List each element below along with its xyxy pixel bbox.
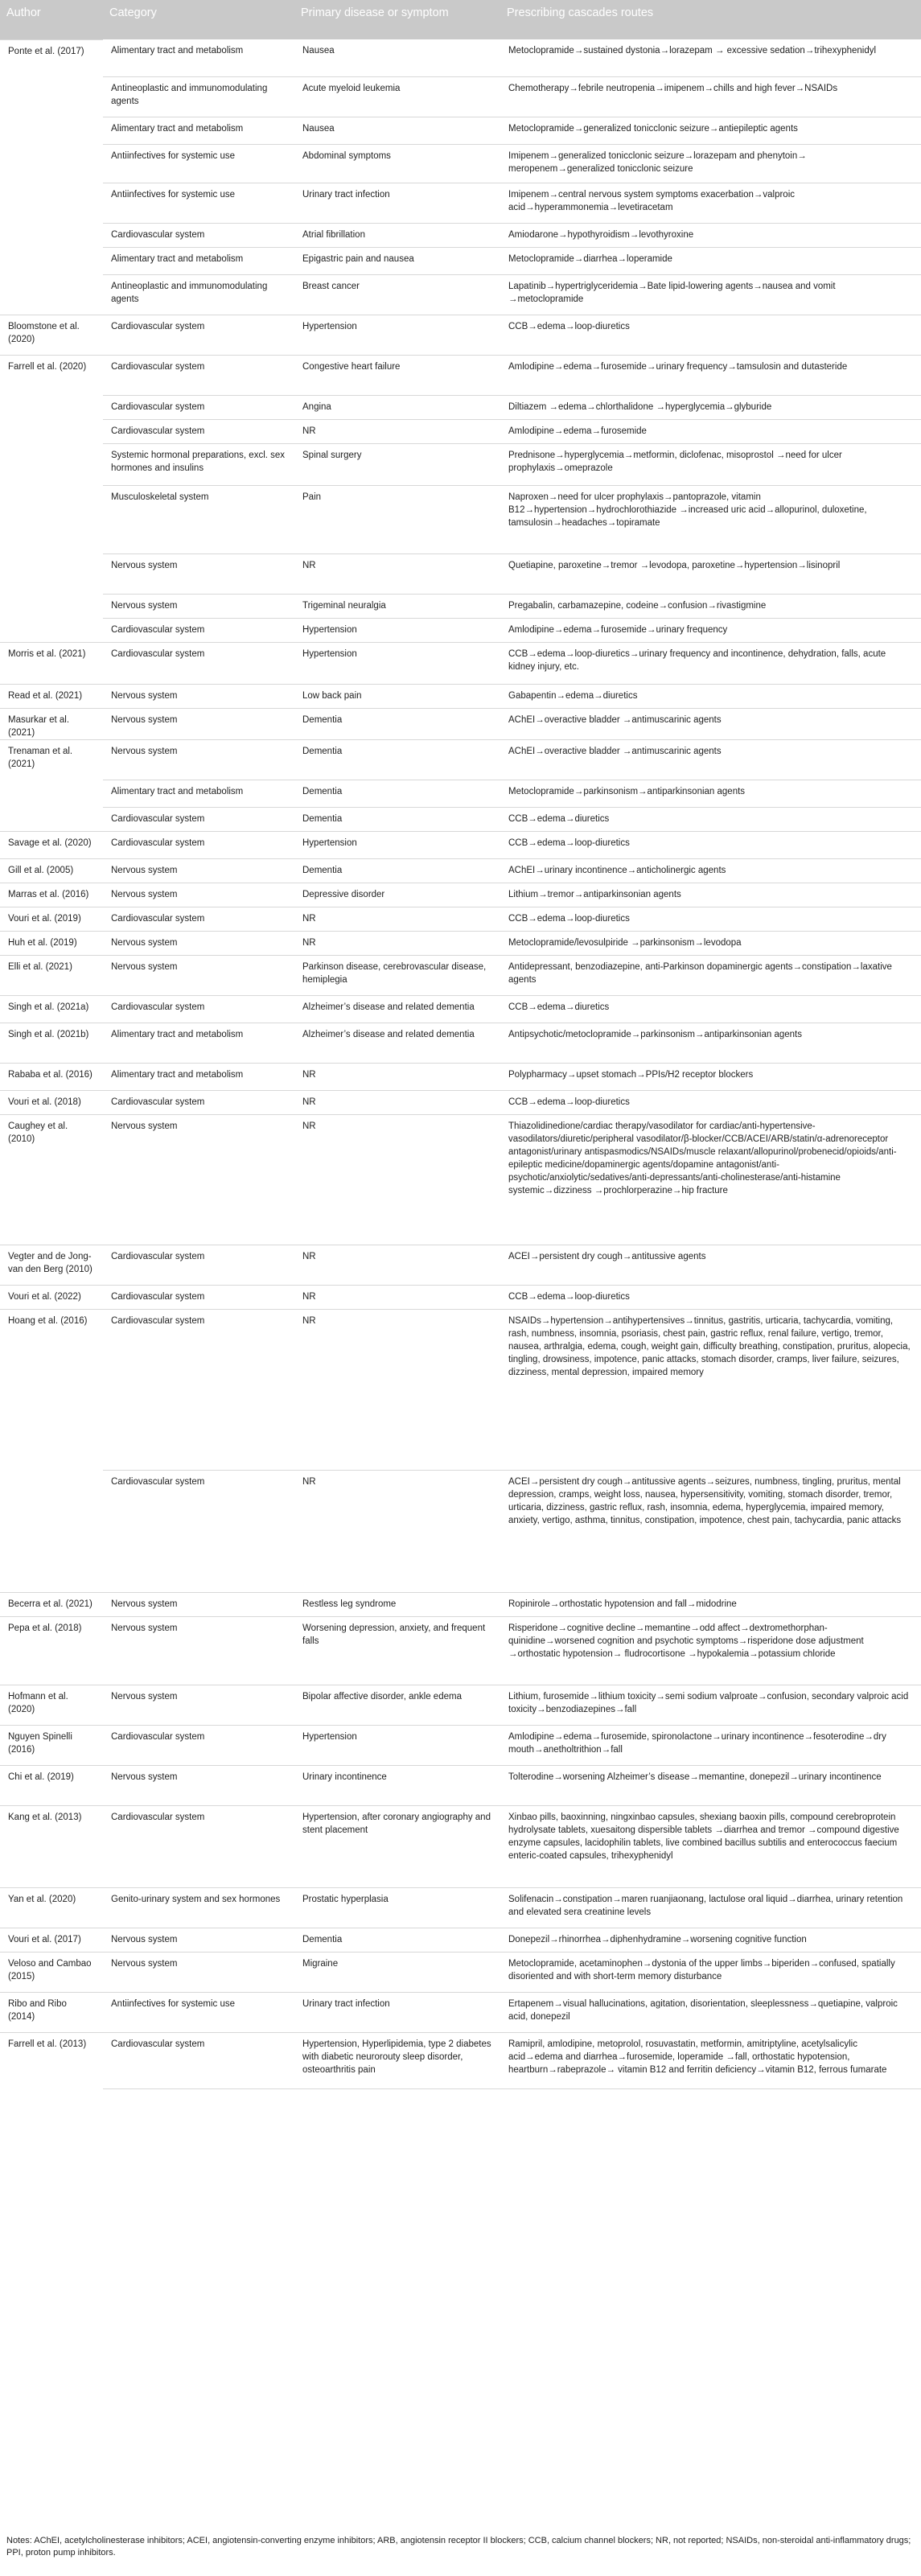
cell-disease: NR [294,1285,500,1309]
cell-author: Elli et al. (2021) [0,955,103,995]
cell-author [0,76,103,117]
cell-category: Nervous system [103,684,294,708]
table-row [0,831,921,858]
cell-category: Antiinfectives for systemic use [103,1992,294,2032]
cell-author [0,780,103,807]
table-row [0,907,921,931]
cell-disease: Epigastric pain and nausea [294,247,500,274]
cell-category: Nervous system [103,739,294,780]
cell-category: Nervous system [103,1765,294,1805]
cell-author [0,419,103,443]
cell-route: Metoclopramide→generalized tonicclonic seizure→antiepileptic agents [500,117,921,144]
cell-author: Vouri et al. (2018) [0,1090,103,1114]
cell-author: Ponte et al. (2017) [0,39,103,76]
cell-disease: Alzheimer’s disease and related dementia [294,1023,500,1063]
cell-route: Diltiazem →edema→chlorthalidone →hyperglycemia→glyburide [500,395,921,419]
cell-route: AChEI→overactive bladder →antimuscarinic agents [500,739,921,780]
table-row [0,1063,921,1090]
cell-route: ACEI→persistent dry cough→antitussive agents [500,1245,921,1285]
table-row [0,858,921,883]
cell-disease: NR [294,1245,500,1285]
cell-author: Masurkar et al. (2021) [0,708,103,739]
cell-author: Gill et al. (2005) [0,858,103,883]
cell-author: Singh et al. (2021b) [0,1023,103,1063]
cell-category: Antiinfectives for systemic use [103,144,294,183]
cell-route: CCB→edema→loop-diuretics [500,1285,921,1309]
cell-author: Ribo and Ribo (2014) [0,1992,103,2032]
table-row [0,1285,921,1309]
cell-author: Marras et al. (2016) [0,883,103,907]
cell-disease: Restless leg syndrome [294,1592,500,1616]
cell-category: Antineoplastic and immunomodulating agents [103,274,294,315]
cell-author [0,807,103,831]
cell-disease: Abdominal symptoms [294,144,500,183]
table-row [0,931,921,955]
cell-route: CCB→edema→loop-diuretics→urinary frequency and incontinence, dehydration, falls, acute kidney injury, etc. [500,642,921,684]
cell-route: CCB→edema→loop-diuretics [500,1090,921,1114]
cell-category: Alimentary tract and metabolism [103,117,294,144]
cell-category: Cardiovascular system [103,1285,294,1309]
cell-route: Lapatinib→hypertriglyceridemia→Bate lipid-lowering agents→nausea and vomit →metoclopramide [500,274,921,315]
cell-author [0,247,103,274]
cell-author: Pepa et al. (2018) [0,1616,103,1685]
cell-route: CCB→edema→diuretics [500,995,921,1023]
table-row [0,443,921,485]
cell-disease: Hypertension [294,1725,500,1765]
cell-author: Savage et al. (2020) [0,831,103,858]
cell-category: Systemic hormonal preparations, excl. sex hormones and insulins [103,443,294,485]
cell-author [0,395,103,419]
cell-disease: Pain [294,485,500,553]
cell-category: Alimentary tract and metabolism [103,780,294,807]
cell-category: Nervous system [103,708,294,739]
table-row [0,1928,921,1952]
cell-disease: Low back pain [294,684,500,708]
cell-author: Farrell et al. (2013) [0,2032,103,2088]
table-row [0,485,921,553]
cell-route: Amlodipine→edema→furosemide [500,419,921,443]
table-row [0,1765,921,1805]
table-row [0,247,921,274]
cell-route: Ramipril, amlodipine, metoprolol, rosuvastatin, metformin, amitriptyline, acetylsalicylic acid→edema and diarrhea→furosemide, loperamide →fall, orthostatic hypotension, heartburn→rabeprazole→ vitamin B12 and ferritin deficiency→vitamin B12, ferrous fumarate [500,2032,921,2088]
cell-author: Huh et al. (2019) [0,931,103,955]
cell-author: Farrell et al. (2020) [0,355,103,395]
cell-category: Cardiovascular system [103,395,294,419]
cell-disease: NR [294,419,500,443]
cell-route: Lithium→tremor→antiparkinsonian agents [500,883,921,907]
table-row [0,395,921,419]
table-body [0,39,921,2088]
cell-author: Hoang et al. (2016) [0,1309,103,1470]
table-row [0,1245,921,1285]
cell-author: Bloomstone et al. (2020) [0,315,103,355]
cell-author: Vouri et al. (2019) [0,907,103,931]
cell-category: Cardiovascular system [103,2032,294,2088]
table-row [0,419,921,443]
cell-route: Chemotherapy→febrile neutropenia→imipenem→chills and high fever→NSAIDs [500,76,921,117]
table-row [0,1309,921,1470]
cell-category: Nervous system [103,858,294,883]
cell-disease: Urinary tract infection [294,183,500,223]
cell-disease: Hypertension, Hyperlipidemia, type 2 diabetes with diabetic neurorouty sleep disorder, osteoarthritis pain [294,2032,500,2088]
table-row [0,1887,921,1928]
cell-disease: Hypertension [294,618,500,642]
table-row [0,39,921,76]
cell-category: Nervous system [103,1114,294,1245]
table-row [0,995,921,1023]
cell-author [0,144,103,183]
cell-route: AChEI→urinary incontinence→anticholinergic agents [500,858,921,883]
cell-route: CCB→edema→loop-diuretics [500,907,921,931]
cell-category: Cardiovascular system [103,315,294,355]
table-row [0,1685,921,1725]
cell-route: Gabapentin→edema→diuretics [500,684,921,708]
cell-disease: Prostatic hyperplasia [294,1887,500,1928]
cell-route: Metoclopramide→diarrhea→loperamide [500,247,921,274]
cell-category: Nervous system [103,883,294,907]
cell-category: Cardiovascular system [103,995,294,1023]
table-row [0,1992,921,2032]
cell-disease: NR [294,907,500,931]
cell-route: NSAIDs→hypertension→antihypertensives→tinnitus, gastritis, urticaria, tachycardia, vomiting, rash, numbness, insomnia, psoriasis, chest pain, gastric reflux, renal failure, vertigo, tremor, nausea, arthralgia, edema, cough, weight gain, difficulty breathing, constipation, pruritus, alopecia, tingling, drowsiness, impotence, panic attacks, stomach disorder, cramps, liver failure, seizures, dizziness, mental depression, impaired memory [500,1309,921,1470]
cell-disease: Urinary incontinence [294,1765,500,1805]
cell-disease: Depressive disorder [294,883,500,907]
cell-disease: Hypertension, after coronary angiography and stent placement [294,1805,500,1887]
cell-disease: Bipolar affective disorder, ankle edema [294,1685,500,1725]
header-author: Author [0,0,103,39]
cell-disease: Dementia [294,807,500,831]
cell-route: Lithium, furosemide→lithium toxicity→semi sodium valproate→confusion, secondary valproic acid toxicity→benzodiazepines→fall [500,1685,921,1725]
table-row [0,594,921,618]
cell-route: Xinbao pills, baoxinning, ningxinbao capsules, shexiang baoxin pills, compound cerebroprotein hydrolysate tablets, xuesaitong dispersible tablets →diarrhea and tremor →compound digestive enzyme capsules, lacidophilin tablets, live combined bacillus subtilis and enterococcus faecium enteric-coated capsules, trihexyphenidyl [500,1805,921,1887]
table-row [0,274,921,315]
cell-route: Amlodipine→edema→furosemide→urinary frequency→tamsulosin and dutasteride [500,355,921,395]
cell-category: Cardiovascular system [103,1090,294,1114]
cell-disease: NR [294,553,500,594]
cell-disease: NR [294,1309,500,1470]
table-row [0,76,921,117]
cell-author: Becerra et al. (2021) [0,1592,103,1616]
cell-disease: NR [294,931,500,955]
cell-disease: Hypertension [294,315,500,355]
cell-disease: Spinal surgery [294,443,500,485]
cell-author: Veloso and Cambao (2015) [0,1952,103,1992]
cell-route: Pregabalin, carbamazepine, codeine→confusion→rivastigmine [500,594,921,618]
cell-route: Donepezil→rhinorrhea→diphenhydramine→worsening cognitive function [500,1928,921,1952]
cell-route: CCB→edema→loop-diuretics [500,831,921,858]
cell-category: Cardiovascular system [103,907,294,931]
cell-author [0,443,103,485]
table-row [0,553,921,594]
cell-category: Cardiovascular system [103,1725,294,1765]
cell-category: Nervous system [103,931,294,955]
cell-category: Alimentary tract and metabolism [103,1023,294,1063]
cell-route: Metoclopramide/levosulpiride →parkinsonism→levodopa [500,931,921,955]
cell-disease: NR [294,1063,500,1090]
header-category: Category [103,0,294,39]
cell-disease: Trigeminal neuralgia [294,594,500,618]
cell-category: Nervous system [103,553,294,594]
cell-disease: Nausea [294,117,500,144]
cell-disease: Nausea [294,39,500,76]
cell-disease: Alzheimer’s disease and related dementia [294,995,500,1023]
cell-route: Metoclopramide→parkinsonism→antiparkinsonian agents [500,780,921,807]
cell-category: Musculoskeletal system [103,485,294,553]
cell-category: Nervous system [103,1592,294,1616]
cell-disease: Breast cancer [294,274,500,315]
table-notes: Notes: AChEI, acetylcholinesterase inhibitors; ACEI, angiotensin-converting enzyme inhibitors; ARB, angiotensin receptor II blockers; CCB, calcium channel blockers; NR, not reported; NSAIDs, non-steroidal anti-inflammatory drugs; PPI, proton pump inhibitors. [6,2536,911,2557]
table-row [0,1090,921,1114]
cell-category: Cardiovascular system [103,831,294,858]
cell-disease: Migraine [294,1952,500,1992]
cell-author: Hofmann et al. (2020) [0,1685,103,1725]
cell-category: Nervous system [103,955,294,995]
header-disease: Primary disease or symptom [294,0,500,39]
cell-category: Cardiovascular system [103,1309,294,1470]
table-row [0,1616,921,1685]
header-row [0,0,921,39]
cell-author [0,183,103,223]
cell-route: Metoclopramide→sustained dystonia→lorazepam → excessive sedation→trihexyphenidyl [500,39,921,76]
cell-author [0,594,103,618]
cell-author: Yan et al. (2020) [0,1887,103,1928]
table-row [0,955,921,995]
cell-route: Naproxen→need for ulcer prophylaxis→pantoprazole, vitamin B12→hypertension→hydrochlorothiazide →increased uric acid→allopurinol, duloxetine, tamsulosin→headaches→topiramate [500,485,921,553]
cell-route: Amlodipine→edema→furosemide, spironolactone→urinary incontinence→fesoterodine→dry mouth→anetholtrithion→fall [500,1725,921,1765]
header-route: Prescribing cascades routes [500,0,921,39]
cell-route: Quetiapine, paroxetine→tremor →levodopa, paroxetine→hypertension→lisinopril [500,553,921,594]
cell-disease: NR [294,1114,500,1245]
table-row [0,1470,921,1592]
cell-category: Cardiovascular system [103,223,294,247]
cell-disease: NR [294,1470,500,1592]
table-row [0,708,921,739]
cell-route: Amiodarone→hypothyroidism→levothyroxine [500,223,921,247]
cell-author: Morris et al. (2021) [0,642,103,684]
cell-route: Prednisone→hyperglycemia→metformin, diclofenac, misoprostol →need for ulcer prophylaxis→omeprazole [500,443,921,485]
cell-disease: Dementia [294,1928,500,1952]
cell-author: Rababa et al. (2016) [0,1063,103,1090]
cell-disease: Dementia [294,858,500,883]
table-row [0,1592,921,1616]
cell-category: Nervous system [103,1952,294,1992]
cell-disease: Worsening depression, anxiety, and frequent falls [294,1616,500,1685]
cell-category: Cardiovascular system [103,642,294,684]
cell-author: Vouri et al. (2022) [0,1285,103,1309]
cell-route: Amlodipine→edema→furosemide→urinary frequency [500,618,921,642]
table-row [0,2032,921,2088]
cell-author: Singh et al. (2021a) [0,995,103,1023]
cell-author: Vouri et al. (2017) [0,1928,103,1952]
cell-author: Read et al. (2021) [0,684,103,708]
cell-route: Imipenem→central nervous system symptoms exacerbation→valproic acid→hyperammonemia→levetiracetam [500,183,921,223]
cell-author [0,553,103,594]
cell-author: Vegter and de Jong-van den Berg (2010) [0,1245,103,1285]
cell-route: Tolterodine→worsening Alzheimer’s disease→memantine, donepezil→urinary incontinence [500,1765,921,1805]
table-row [0,355,921,395]
cell-category: Alimentary tract and metabolism [103,39,294,76]
cell-author: Caughey et al. (2010) [0,1114,103,1245]
cell-category: Nervous system [103,1685,294,1725]
cell-disease: Parkinson disease, cerebrovascular disease, hemiplegia [294,955,500,995]
cell-route: ACEI→persistent dry cough→antitussive agents→seizures, numbness, tingling, pruritus, mental depression, cramps, weight loss, nausea, hypersensitivity, vomiting, stomach disorder, tremor, urticaria, dizziness, gastric reflux, rash, insomnia, edema, hyperglycemia, impaired memory, anxiety, vertigo, asthma, tinnitus, constipation, impotence, chest pain, tachycardia, panic attacks [500,1470,921,1592]
cell-disease: Hypertension [294,642,500,684]
cell-category: Alimentary tract and metabolism [103,1063,294,1090]
cell-disease: Acute myeloid leukemia [294,76,500,117]
cell-category: Antiinfectives for systemic use [103,183,294,223]
cell-disease: Congestive heart failure [294,355,500,395]
cell-category: Genito-urinary system and sex hormones [103,1887,294,1928]
cell-category: Cardiovascular system [103,1245,294,1285]
cell-disease: Dementia [294,780,500,807]
table-row [0,684,921,708]
cell-disease: Angina [294,395,500,419]
cell-route: Ropinirole→orthostatic hypotension and fall→midodrine [500,1592,921,1616]
table-row [0,739,921,780]
table-row [0,780,921,807]
cell-route: CCB→edema→diuretics [500,807,921,831]
cell-author: Kang et al. (2013) [0,1805,103,1887]
cell-disease: Urinary tract infection [294,1992,500,2032]
cell-route: Antidepressant, benzodiazepine, anti-Parkinson dopaminergic agents→constipation→laxative agents [500,955,921,995]
cell-author [0,618,103,642]
cell-author: Trenaman et al. (2021) [0,739,103,780]
cell-route: Polypharmacy→upset stomach→PPIs/H2 receptor blockers [500,1063,921,1090]
table-row [0,1023,921,1063]
table-row [0,1952,921,1992]
cell-author [0,485,103,553]
table-row [0,183,921,223]
table-row [0,883,921,907]
table-row [0,223,921,247]
cell-category: Antineoplastic and immunomodulating agents [103,76,294,117]
table-row [0,642,921,684]
cell-route: Metoclopramide, acetaminophen→dystonia of the upper limbs→biperiden→confused, spatially disoriented and with short-term memory disturbance [500,1952,921,1992]
cell-author: Chi et al. (2019) [0,1765,103,1805]
table-row [0,618,921,642]
cell-category: Cardiovascular system [103,1805,294,1887]
cell-disease: Dementia [294,708,500,739]
cell-category: Nervous system [103,594,294,618]
cell-route: CCB→edema→loop-diuretics [500,315,921,355]
cell-route: Solifenacin→constipation→maren ruanjiaonang, lactulose oral liquid→diarrhea, urinary retention and elevated sera creatinine levels [500,1887,921,1928]
cell-route: Risperidone→cognitive decline→memantine→odd affect→dextromethorphan-quinidine→worsened cognition and psychotic symptoms→risperidone dose adjustment →orthostatic hypotension→ fludrocortisone →hypokalemia→potassium chloride [500,1616,921,1685]
cell-category: Nervous system [103,1616,294,1685]
table-row [0,1805,921,1887]
cell-category: Nervous system [103,1928,294,1952]
cell-route: Thiazolidinedione/cardiac therapy/vasodilator for cardiac/anti-hypertensive-vasodilators/diuretic/peripheral vasodilator/β-blocker/CCB/ACEI/ARB/statin/α-adrenoreceptor antagonist/urinary antispasmodics/NSAIDs/muscle relaxant/allopurinol/probenecid/opioids/anti-epileptic medicine/dopaminergic agents/dopamine antagonist/anti-psychotic/anxiolytic/sedatives/anti-depressants/anti-cholinesterase/anti-histamine systemic→dizziness →prochlorperazine→hip fracture [500,1114,921,1245]
table-row [0,144,921,183]
cell-author: Nguyen Spinelli (2016) [0,1725,103,1765]
cell-author [0,117,103,144]
cell-disease: Hypertension [294,831,500,858]
cell-author [0,1470,103,1592]
cell-disease: NR [294,1090,500,1114]
cell-route: AChEI→overactive bladder →antimuscarinic agents [500,708,921,739]
cell-author [0,274,103,315]
cell-disease: Atrial fibrillation [294,223,500,247]
cell-disease: Dementia [294,739,500,780]
table-row [0,1725,921,1765]
cell-category: Cardiovascular system [103,1470,294,1592]
table-row [0,807,921,831]
cell-category: Cardiovascular system [103,618,294,642]
table-row [0,117,921,144]
cell-route: Antipsychotic/metoclopramide→parkinsonism→antiparkinsonian agents [500,1023,921,1063]
cell-author [0,223,103,247]
table-row [0,1114,921,1245]
cell-category: Cardiovascular system [103,355,294,395]
cell-category: Alimentary tract and metabolism [103,247,294,274]
cell-category: Cardiovascular system [103,419,294,443]
cell-route: Ertapenem→visual hallucinations, agitation, disorientation, sleeplessness→quetiapine, valproic acid, donepezil [500,1992,921,2032]
table-row [0,315,921,355]
cell-route: Imipenem→generalized tonicclonic seizure→lorazepam and phenytoin→ meropenem→generalized tonicclonic seizure [500,144,921,183]
cell-category: Cardiovascular system [103,807,294,831]
